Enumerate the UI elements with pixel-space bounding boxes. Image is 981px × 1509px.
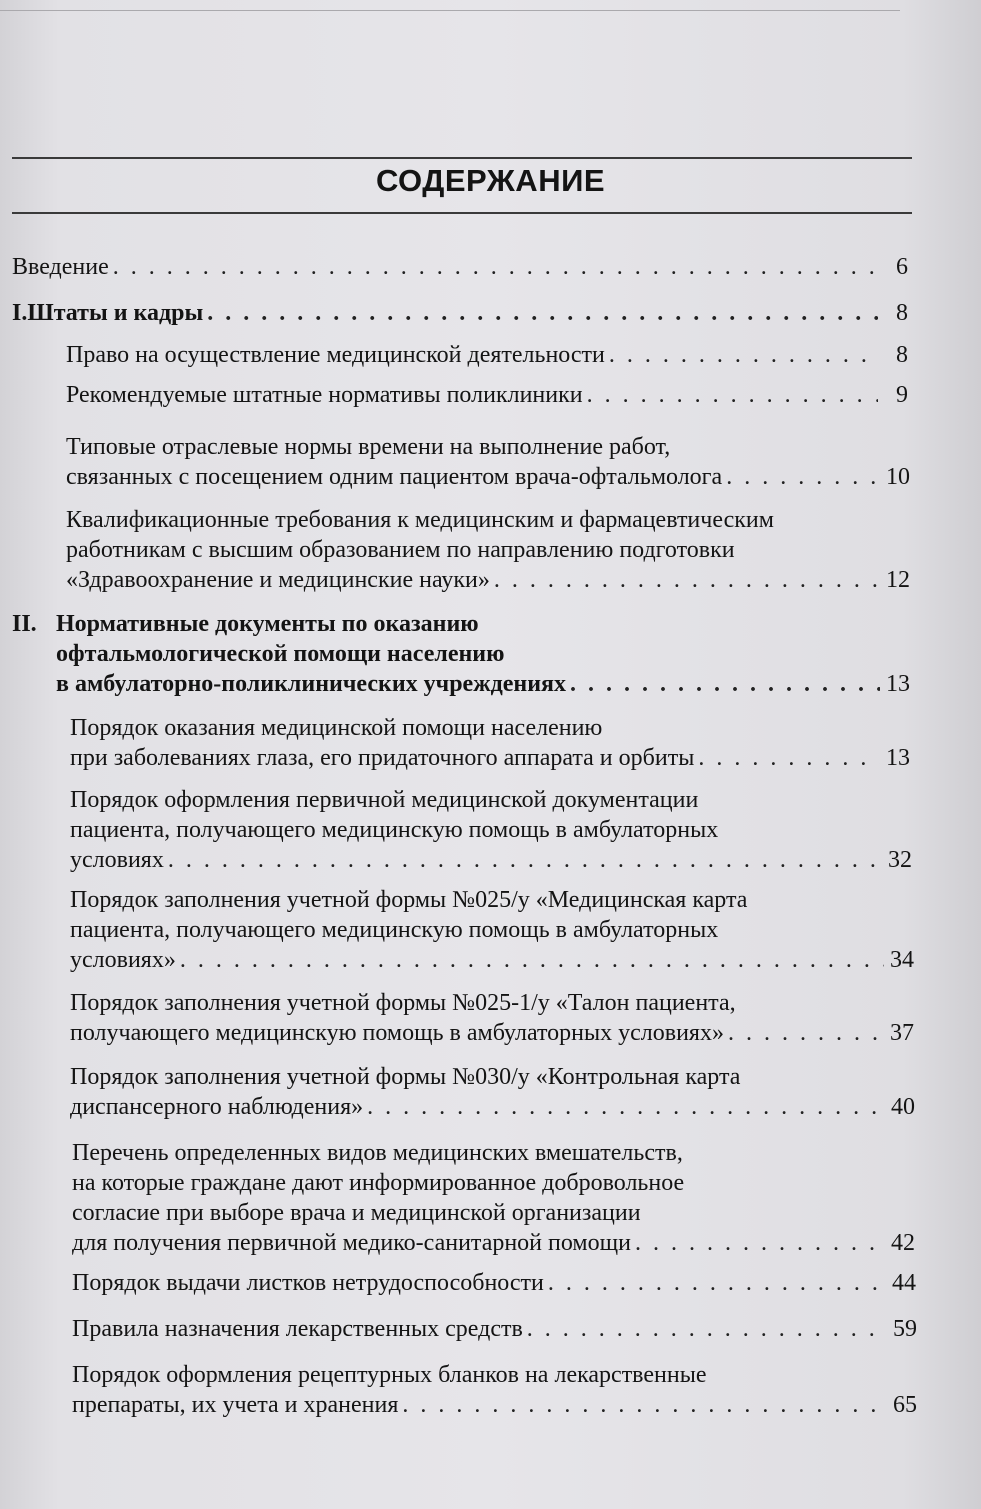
toc-entry [70, 988, 914, 1048]
toc-entry-text: согласие при выборе врача и медицинской организации [72, 1200, 641, 1226]
toc-entry [70, 713, 910, 773]
toc-entry [70, 885, 914, 975]
toc-entry-text: при заболеваниях глаза, его придаточного аппарата и орбиты [70, 745, 695, 771]
toc-entry-text: Введение [12, 254, 109, 280]
page-number: 6 [896, 254, 908, 280]
section-number: I. [12, 300, 28, 326]
toc-entry [72, 1314, 917, 1344]
dot-leader [113, 252, 878, 282]
toc-entry [12, 252, 908, 282]
toc-entry-text: офтальмологической помощи населению [56, 641, 505, 667]
toc-entry [66, 505, 910, 595]
dot-leader [548, 1268, 886, 1298]
page-number: 37 [890, 1020, 914, 1046]
dot-leader [402, 1390, 887, 1420]
page-number: 13 [886, 671, 910, 697]
page-number: 8 [896, 342, 908, 368]
page-title: СОДЕРЖАНИЕ [375, 163, 606, 198]
toc-entry-text: Рекомендуемые штатные нормативы поликлиники [66, 382, 583, 408]
toc-entry-text: в амбулаторно-поликлинических учреждениях [56, 671, 567, 697]
toc-entry-text: для получения первичной медико-санитарной помощи [72, 1230, 631, 1256]
toc-entry-text: Порядок оформления первичной медицинской документации [70, 787, 699, 813]
toc-entry-text: «Здравоохранение и медицинские науки» [66, 567, 490, 593]
toc-entry-text: Порядок заполнения учетной формы №030/у «Контрольная карта [70, 1064, 741, 1090]
dot-leader [609, 340, 878, 370]
toc-entry-text: Порядок оформления рецептурных бланков на лекарственные [72, 1362, 707, 1388]
toc-entry-text: получающего медицинскую помощь в амбулаторных условиях» [70, 1020, 724, 1046]
dot-leader [728, 1018, 884, 1048]
page-number: 42 [891, 1230, 915, 1256]
page-number: 8 [896, 300, 908, 326]
toc-entry [12, 609, 910, 699]
dot-leader [367, 1092, 885, 1122]
toc-entry-text: Порядок оказания медицинской помощи населению [70, 715, 603, 741]
page-number: 40 [891, 1094, 915, 1120]
toc-entry-text: Перечень определенных видов медицинских вмешательств, [72, 1140, 683, 1166]
toc-entry [72, 1268, 916, 1298]
toc-entry [12, 298, 908, 328]
toc-entry-text: на которые граждане дают информированное добровольное [72, 1170, 685, 1196]
dot-leader [168, 845, 882, 875]
dot-leader [570, 669, 880, 699]
toc-entry [72, 1360, 917, 1420]
toc-entry-text: диспансерного наблюдения» [70, 1094, 364, 1120]
toc-entry-text: работникам с высшим образованием по направлению подготовки [66, 537, 735, 563]
toc-entry-text: Штаты и кадры [27, 300, 204, 326]
page-number: 65 [893, 1392, 917, 1418]
toc-entry-text: Порядок выдачи листков нетрудоспособности [72, 1270, 544, 1296]
dot-leader [698, 743, 880, 773]
page-number: 59 [893, 1316, 917, 1342]
dot-leader [494, 565, 880, 595]
toc-entry-text: пациента, получающего медицинскую помощь в амбулаторных [70, 817, 719, 843]
toc-entry [70, 1062, 915, 1122]
dot-leader [207, 298, 878, 328]
toc-entry-text: условиях» [70, 947, 176, 973]
page-number: 34 [890, 947, 914, 973]
toc-entry-text: Порядок заполнения учетной формы №025-1/у «Талон пациента, [70, 990, 736, 1016]
page-number: 12 [886, 567, 910, 593]
toc-entry-text: Право на осуществление медицинской деятельности [66, 342, 605, 368]
dot-leader [726, 462, 880, 492]
dot-leader [635, 1228, 885, 1258]
page-number: 44 [892, 1270, 916, 1296]
page-number: 32 [888, 847, 912, 873]
dot-leader [527, 1314, 887, 1344]
dot-leader [180, 945, 884, 975]
section-number: II. [12, 611, 37, 637]
page-number: 10 [886, 464, 910, 490]
toc-entry [72, 1138, 915, 1258]
toc-entry [66, 380, 908, 410]
toc-entry-text: Квалификационные требования к медицинским и фармацевтическим [66, 507, 774, 533]
toc-entry-text: связанных с посещением одним пациентом врача-офтальмолога [66, 464, 723, 490]
toc-entry-text: условиях [70, 847, 164, 873]
page-number: 9 [896, 382, 908, 408]
toc-entry [66, 340, 908, 370]
dot-leader [587, 380, 878, 410]
toc-entry [66, 432, 910, 492]
toc-entry-text: Нормативные документы по оказанию [56, 611, 479, 637]
toc-entry-text: препараты, их учета и хранения [72, 1392, 399, 1418]
toc-entry-text: Правила назначения лекарственных средств [72, 1316, 523, 1342]
toc-entry-text: пациента, получающего медицинскую помощь в амбулаторных [70, 917, 719, 943]
toc-entry-text: Типовые отраслевые нормы времени на выполнение работ, [66, 434, 671, 460]
toc-entry [70, 785, 912, 875]
page-number: 13 [886, 745, 910, 771]
toc-entry-text: Порядок заполнения учетной формы №025/у «Медицинская карта [70, 887, 748, 913]
